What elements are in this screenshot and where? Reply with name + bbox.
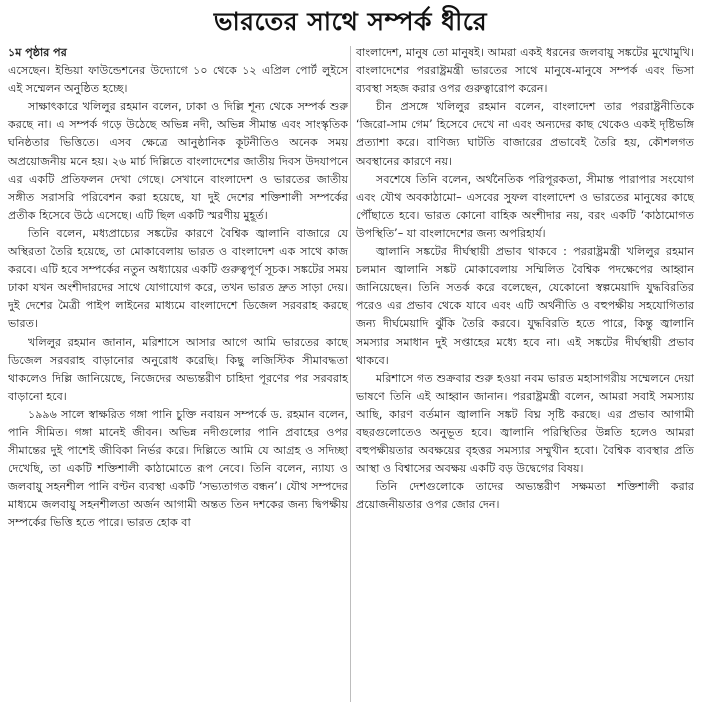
paragraph: মরিশাসে গত শুক্রবার শুরু হওয়া নবম ভারত মহাসাগরীয় সম্মেলনে দেয়া ভাষণে তিনি এই আহ্বান জানান। পররাষ্ট্রমন্ত্রী বলেন, আমরা সবাই সমস্যায় আছি, কারণ বর্তমান জ্বালানি সঙ্কট বিঘ্ন সৃষ্টি করছে। এর প্রভাব আগামী বছরগুলোতেও অনুভূত হবে। জ্বালানি পরিস্থিতির উন্নতি হলেও আমরা বহুপক্ষীয়তার অবক্ষয়ের বৃহত্তর সমস্যার সম্মুখীন হবো। বৈশ্বিক ব্যবস্থার প্রতি আস্থা ও বিশ্বাসের অবক্ষয় একটি বড় উদ্বেগের বিষয়। <box>356 371 694 476</box>
paragraph: তিনি দেশগুলোকে তাদের অভ্যন্তরীণ সক্ষমতা শক্তিশালী করার প্রয়োজনীয়তার ওপর জোর দেন। <box>356 480 694 512</box>
paragraph: খলিলুর রহমান জানান, মরিশাসে আসার আগে আমি ভারতের কাছে ডিজেল সরবরাহ বাড়ানোর অনুরোধ করেছি। কিছু লজিস্টিক সীমাবদ্ধতা থাকলেও দিল্লি জানিয়েছে, নিজেদের অভ্যন্তরীণ চাহিদা পূরণের পর সরবরাহ বাড়ানো হবে। <box>8 335 348 403</box>
article-column-right <box>356 44 694 514</box>
article-column-left <box>8 44 348 533</box>
paragraph: সবশেষে তিনি বলেন, অর্থনৈতিক পরিপূরকতা, সীমান্ত পারাপার সংযোগ এবং যৌথ অবকাঠামো– এসবের সুফল বাংলাদেশ ও ভারতের মানুষের কাছে পৌঁছাতে হবে। ভারত কোনো বাহিক অংশীদার নয়, বরং একটি ‘কাঠামোগত উপস্থিতি’– যা বাংলাদেশের জন্য অপরিহার্য। <box>356 172 694 240</box>
paragraph: চীন প্রসঙ্গে খলিলুর রহমান বলেন, বাংলাদেশ তার পররাষ্ট্রনীতিকে ‘জিরো-সাম গেম’ হিসেবে দেখে না এবং অন্যদের কাছ থেকেও একই দৃষ্টিভঙ্গি প্রত্যাশা করে। বাণিজ্য ঘাটতি বাজারের প্রভাবেই তৈরি হয়, কৌশলগত অবস্থানের কারণে নয়। <box>356 100 694 168</box>
paragraph: তিনি বলেন, মধ্যপ্রাচ্যের সঙ্কটের কারণে বৈশ্বিক জ্বালানি বাজারে যে অস্থিরতা তৈরি হয়েছে, তা মোকাবেলায় ভারত ও বাংলাদেশ এক সাথে কাজ করবে। এটি হবে সম্পর্কের নতুন অধ্যায়ের একটি গুরুত্বপূর্ণ সূচক। সঙ্কটের সময় ঢাকা যখন অংশীদারদের সাথে যোগাযোগ করে, তখন ভারত দ্রুত সাড়া দেয়। দুই দেশের মৈত্রী পাইপ লাইনের মাধ্যমে বাংলাদেশে ডিজেল সরবরাহ করছে ভারত। <box>8 226 348 331</box>
paragraph: সাক্ষাৎকারে খলিলুর রহমান বলেন, ঢাকা ও দিল্লি শূন্য থেকে সম্পর্ক শুরু করছে না। এ সম্পর্ক গড়ে উঠেছে অভিন্ন নদী, অভিন্ন সীমান্ত এবং সাংস্কৃতিক ঘনিষ্ঠতার ভিত্তিতে। এসব ক্ষেত্রে আনুষ্ঠানিক কূটনীতিও অনেক সময় অপ্রয়োজনীয় মনে হয়। ২৬ মার্চ দিল্লিতে বাংলাদেশের জাতীয় দিবস উদযাপনে এর একটি প্রতিফলন দেখা গেছে। সেখানে বাংলাদেশ ও ভারতের জাতীয় সঙ্গীত সরাসরি পরিবেশন করা হয়েছে, যা দুই দেশের শক্তিশালী সম্পর্কের প্রতীক হিসেবে উঠে এসেছে। এটি ছিল একটি স্মরণীয় মুহূর্ত। <box>8 100 348 222</box>
headline: ভারতের সাথে সম্পর্ক ধীরে <box>213 7 488 36</box>
continuation-label: ১ম পৃষ্ঠার পর <box>8 46 67 59</box>
paragraph: এসেছেন। ইন্ডিয়া ফাউন্ডেশনের উদ্যোগে ১০ থেকে ১২ এপ্রিল পোর্ট লুইসে এই সম্মেলন অনুষ্ঠিত হচ্ছে। <box>8 64 348 96</box>
column-divider <box>350 46 351 702</box>
paragraph: জ্বালানি সঙ্কটের দীর্ঘস্থায়ী প্রভাব থাকবে : পররাষ্ট্রমন্ত্রী খলিলুর রহমান চলমান জ্বালানি সঙ্কট মোকাবেলায় সম্মিলিত বৈশ্বিক পদক্ষেপের আহ্বান জানিয়েছেন। তিনি সতর্ক করে বলেছেন, যেকোনো স্বল্পমেয়াদি যুদ্ধবিরতির পরেও এর প্রভাব থেকে যাবে এবং এটি অর্থনীতি ও বহুপক্ষীয় সহযোগিতার জন্য দীর্ঘমেয়াদি ঝুঁকি তৈরি করবে। যুদ্ধবিরতি হতে পারে, কিন্তু জ্বালানি সমস্যার সমাধান দুই সপ্তাহের মধ্যে হবে না। এই সঙ্কটের দীর্ঘস্থায়ী প্রভাব থাকবে। <box>356 245 694 367</box>
paragraph: বাংলাদেশ, মানুষ তো মানুষই। আমরা একই ধরনের জলবায়ু সঙ্কটের মুখোমুখি। বাংলাদেশের পররাষ্ট্রমন্ত্রী ভারতের সাথে মানুষে-মানুষে সম্পর্ক এবং ভিসা ব্যবস্থা সহজ করার ওপর গুরুত্বারোপ করেন। <box>356 46 694 96</box>
paragraph: ১৯৯৬ সালে স্বাক্ষরিত গঙ্গা পানি চুক্তি নবায়ন সম্পর্কে ড. রহমান বলেন, পানি সীমিত। গঙ্গা মানেই জীবন। অভিন্ন নদীগুলোর পানি প্রবাহের ওপর সীমান্তের দুই পাশেই জীবিকা নির্ভর করে। দিল্লিতে আমি যে আগ্রহ ও সদিচ্ছা দেখেছি, তা একটি শক্তিশালী কাঠামোতে রূপ নেবে। তিনি বলেন, ন্যায্য ও জলবায়ু সহনশীল পানি বণ্টন ব্যবস্থা একটি ‘সভ্যতাগত বন্ধন’। যৌথ সম্পদের মাধ্যমে জলবায়ু সহনশীলতা অর্জন আগামী অন্তত তিন দশকের জন্য দ্বিপক্ষীয় সম্পর্কের ভিত্তি হতে পারে। ভারত হোক বা <box>8 407 348 530</box>
